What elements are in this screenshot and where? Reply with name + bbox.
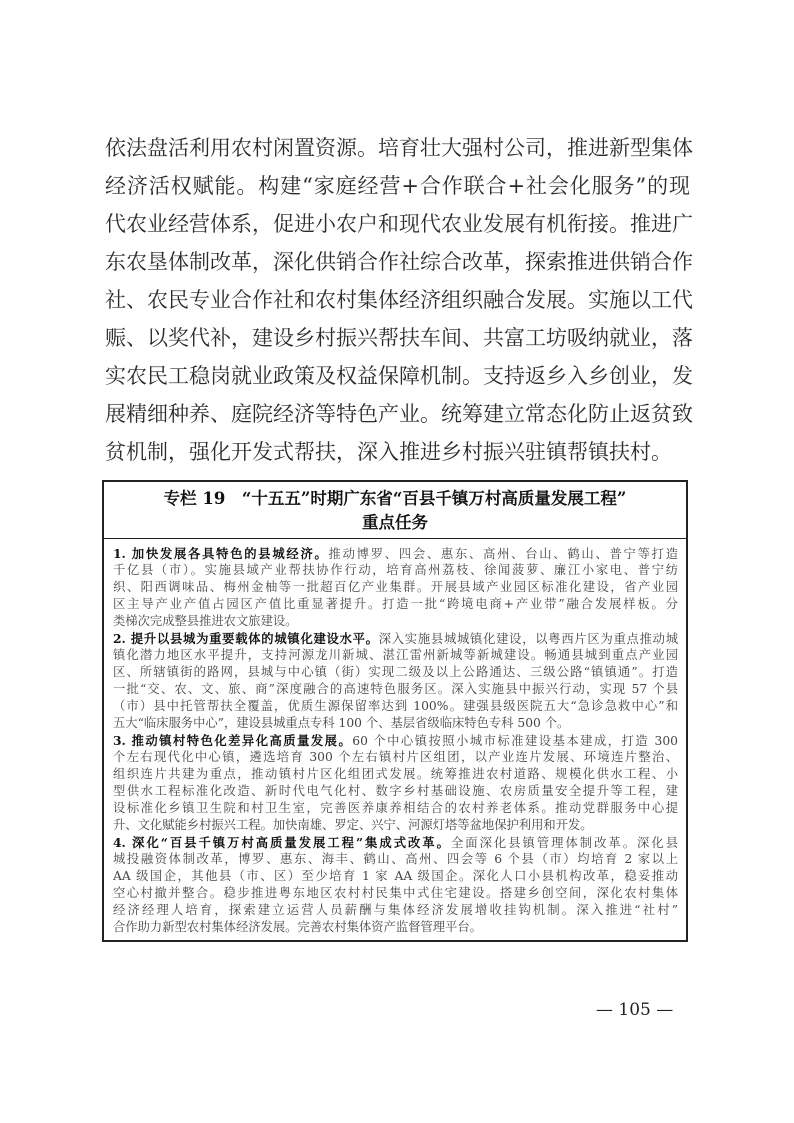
page-number: — 105 — <box>596 1000 674 1020</box>
text-line: 社、农民专业合作社和农村集体经济组织融合发展。实施以工代 <box>105 288 693 312</box>
box-title <box>104 482 686 539</box>
box-title-line1: 专栏 19 “十五五”时期广东省“百县千镇万村高质量发展工程” <box>163 489 627 508</box>
task-heading: 1. 加快发展各具特色的县城经济。 <box>113 546 329 561</box>
task-heading: 4. 深化“百县千镇万村高质量发展工程”集成式改革。 <box>113 835 451 850</box>
task-line: 镇化潜力地区水平提升，支持河源龙川新城、湛江雷州新城等新城建设。畅通县城到重点产业园 <box>113 648 678 662</box>
task-line: 经济经理人培育，探索建立运营人员薪酬与集体经济发展增收挂钩机制。深入推进“社村” <box>113 903 678 917</box>
task-line <box>113 545 678 562</box>
box-title-line2: 重点任务 <box>362 513 428 532</box>
task-line: 个左右现代化中心镇，遴选培育 300 个左右镇村片区组团，以产业连片发展、环境连片整治、 <box>113 750 678 764</box>
task-line: AA 级国企，其他县（市、区）至少培育 1 家 AA 级国企。深化人口小县机构改革，稳妥推动 <box>113 869 678 883</box>
text-line: 东农垦体制改革，深化供销合作社综合改革，探索推进供销合作 <box>105 250 693 274</box>
task-line: 区主导产业产值占园区产值比重显著提升。打造一批“跨境电商+产业带”融合发展样板。分 <box>113 597 678 611</box>
task-line: 千亿县（市）。实施县域产业帮扶协作行动，培育高州荔枝、徐闻菠萝、廉江小家电、普宁纺 <box>113 563 678 577</box>
task-text: 60 个中心镇按照小城市标准建设基本建成，打造 300 <box>352 734 678 748</box>
task-item <box>113 630 678 732</box>
task-line: 组织连片共建为重点，推动镇村片区化组团式发展。统筹推进农村道路、规模化供水工程、小 <box>113 767 678 781</box>
sidebar-box <box>102 480 688 942</box>
task-line: 城投融资体制改革，博罗、惠东、海丰、鹤山、高州、四会等 6 个县（市）均培育 2 家以上 <box>113 852 678 866</box>
task-line <box>113 834 678 851</box>
task-line: 设标准化乡镇卫生院和村卫生室，完善医养康养相结合的农村养老体系。推动党群服务中心提 <box>113 801 678 815</box>
task-line: 空心村撤并整合。稳步推进粤东地区农村村民集中式住宅建设。搭建乡创空间，深化农村集体 <box>113 886 678 900</box>
task-line: 型供水工程标准化改造、新时代电气化村、数字乡村基础设施、农房质量安全提升等工程，建 <box>113 784 678 798</box>
text-line: 依法盘活利用农村闲置资源。培育壮大强村公司，推进新型集体 <box>105 136 693 160</box>
text-line: 经济活权赋能。构建“家庭经营+合作联合+社会化服务”的现 <box>105 174 690 198</box>
task-line: 区、所辖镇街的路网，县城与中心镇（街）实现二级及以上公路通达、三级公路“镇镇通”。打造 <box>113 665 678 679</box>
task-line: 五大“临床服务中心”，建设县城重点专科 100 个、基层省级临床特色专科 500 个。 <box>113 716 570 730</box>
task-line: （市）县中托管帮扶全覆盖，优质生源保留率达到 100%。建强县级医院五大“急诊急救中心”和 <box>113 699 678 713</box>
text-line: 赈、以奖代补，建设乡村振兴帮扶车间、共富工坊吸纳就业，落 <box>105 326 693 350</box>
task-line: 合作助力新型农村集体经济发展。完善农村集体资产监督管理平台。 <box>113 920 482 934</box>
task-line: 一批“交、农、文、旅、商”深度融合的高速特色服务区。深入实施县中振兴行动，实现 57 个县 <box>113 682 678 696</box>
task-text: 推动博罗、四会、惠东、高州、台山、鹤山、普宁等打造 <box>328 547 678 561</box>
task-line: 织、阳西调味品、梅州金柚等一批超百亿产业集群。开展县域产业园区标准化建设，省产业园 <box>113 580 678 594</box>
text-line: 代农业经营体系，促进小农户和现代农业发展有机衔接。推进广 <box>105 212 693 236</box>
text-line: 实农民工稳岗就业政策及权益保障机制。支持返乡入乡创业，发 <box>105 364 693 388</box>
task-heading: 3. 推动镇村特色化差异化高质量发展。 <box>113 733 353 748</box>
task-line <box>113 630 678 647</box>
task-line <box>113 732 678 749</box>
task-item <box>113 834 678 936</box>
task-item <box>113 732 678 834</box>
text-line: 贫机制，强化开发式帮扶，深入推进乡村振兴驻镇帮镇扶村。 <box>105 440 672 464</box>
text-line: 展精细种养、庭院经济等特色产业。统筹建立常态化防止返贫致 <box>105 402 693 426</box>
task-line: 类梯次完成整县推进农文旅建设。 <box>113 614 298 628</box>
task-item <box>113 545 678 630</box>
body-paragraph <box>105 129 693 471</box>
task-text: 全面深化县镇管理体制改革。深化县 <box>450 836 678 850</box>
task-line: 升、文化赋能乡村振兴工程。加快南雄、罗定、兴宁、河源灯塔等盆地保护利用和开发。 <box>113 818 593 832</box>
task-heading: 2. 提升以县城为重要载体的城镇化建设水平。 <box>113 631 379 646</box>
box-body <box>104 539 686 936</box>
task-text: 深入实施县城城镇化建设，以粤西片区为重点推动城 <box>378 632 678 646</box>
